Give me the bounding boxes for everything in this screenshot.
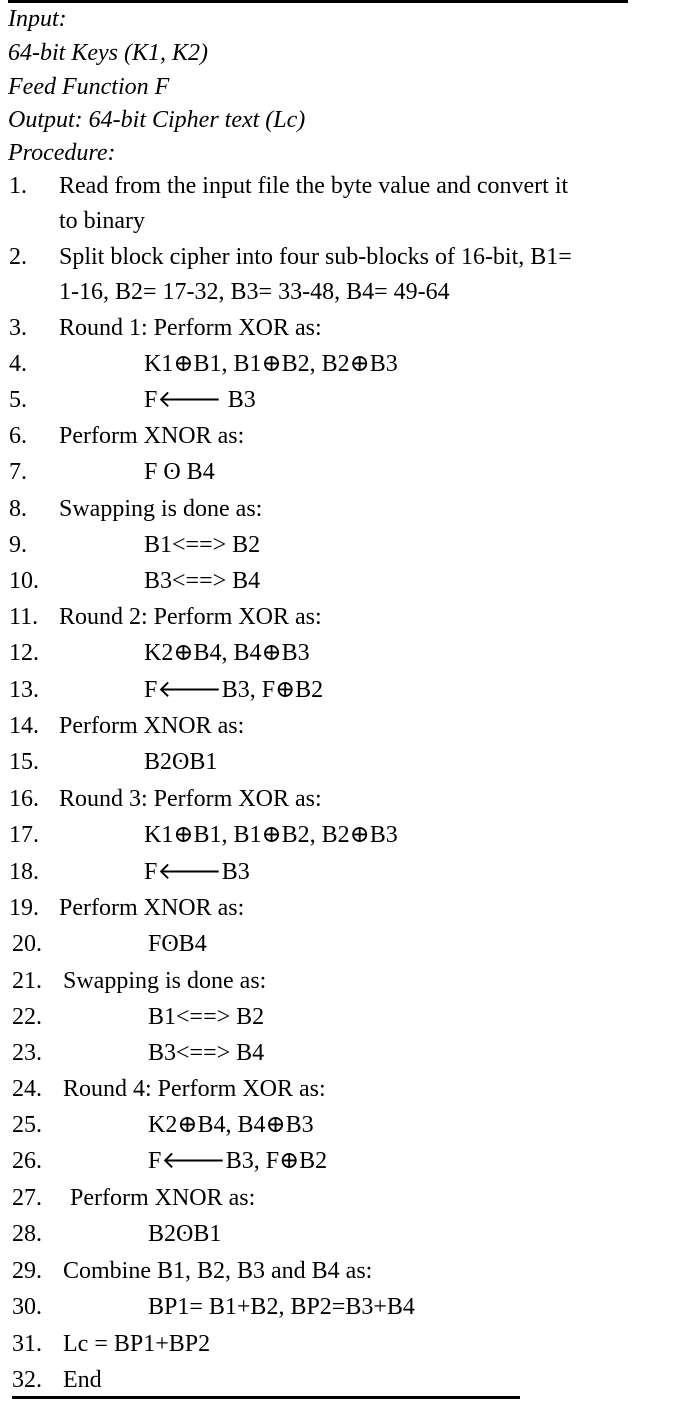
step-text: End bbox=[63, 1367, 102, 1393]
step-text: Read from the input file the byte value and convert it bbox=[59, 173, 569, 199]
step-number: 22. bbox=[12, 1004, 42, 1030]
step-number: 1. bbox=[9, 173, 27, 199]
step-number: 4. bbox=[9, 351, 27, 377]
step-number: 2. bbox=[9, 244, 27, 270]
step-text: K1⊕B1, B1⊕B2, B2⊕B3 bbox=[144, 822, 398, 848]
step-number: 24. bbox=[12, 1076, 42, 1102]
step-number: 3. bbox=[9, 315, 27, 341]
step-text: Split block cipher into four sub-blocks of 16-bit, B1= bbox=[59, 244, 572, 270]
keys-line: 64-bit Keys (K1, K2) bbox=[8, 40, 208, 66]
step-number: 7. bbox=[9, 459, 27, 485]
step-number: 8. bbox=[9, 496, 27, 522]
step-text: Round 4: Perform XOR as: bbox=[63, 1076, 326, 1102]
step-text: Perform XNOR as: bbox=[70, 1185, 256, 1211]
step-number: 30. bbox=[12, 1294, 42, 1320]
step-text: B1<==> B2 bbox=[144, 532, 261, 558]
step-text: Lc = BP1+BP2 bbox=[63, 1331, 211, 1357]
step-number: 25. bbox=[12, 1112, 42, 1138]
step-text: Round 1: Perform XOR as: bbox=[59, 315, 322, 341]
step-text: Swapping is done as: bbox=[59, 496, 263, 522]
step-number: 13. bbox=[9, 677, 39, 703]
step-number: 32. bbox=[12, 1367, 42, 1393]
step-text: Combine B1, B2, B3 and B4 as: bbox=[63, 1258, 373, 1284]
step-text: Perform XNOR as: bbox=[59, 423, 245, 449]
step-text: F ʘ B4 bbox=[144, 459, 215, 485]
step-number: 19. bbox=[9, 895, 39, 921]
step-text: FʘB4 bbox=[148, 931, 207, 957]
step-text: B1<==> B2 bbox=[148, 1004, 265, 1030]
step-text: K1⊕B1, B1⊕B2, B2⊕B3 bbox=[144, 351, 398, 377]
step-number: 23. bbox=[12, 1040, 42, 1066]
step-text: Swapping is done as: bbox=[63, 968, 267, 994]
step-text: 1-16, B2= 17-32, B3= 33-48, B4= 49-64 bbox=[59, 279, 450, 305]
step-number: 14. bbox=[9, 713, 39, 739]
step-text: B2ʘB1 bbox=[148, 1221, 222, 1247]
step-text: to binary bbox=[59, 208, 145, 234]
step-number: 27. bbox=[12, 1185, 42, 1211]
step-text: Perform XNOR as: bbox=[59, 713, 245, 739]
step-text: Round 3: Perform XOR as: bbox=[59, 786, 322, 812]
step-number: 16. bbox=[9, 786, 39, 812]
step-number: 15. bbox=[9, 749, 39, 775]
step-text: BP1= B1+B2, BP2=B3+B4 bbox=[148, 1294, 415, 1320]
top-rule bbox=[8, 0, 628, 3]
step-number: 5. bbox=[9, 387, 27, 413]
step-text: F🡐B3, F⊕B2 bbox=[148, 1148, 328, 1174]
step-number: 12. bbox=[9, 640, 39, 666]
step-text: K2⊕B4, B4⊕B3 bbox=[148, 1112, 314, 1138]
step-number: 21. bbox=[12, 968, 42, 994]
step-number: 29. bbox=[12, 1258, 42, 1284]
step-text: F🡐B3 bbox=[144, 859, 250, 885]
step-text: Perform XNOR as: bbox=[59, 895, 245, 921]
step-number: 10. bbox=[9, 568, 39, 594]
input-heading: Input: bbox=[8, 6, 67, 32]
step-number: 20. bbox=[12, 931, 42, 957]
step-number: 18. bbox=[9, 859, 39, 885]
bottom-rule bbox=[12, 1396, 520, 1399]
step-text: B2ʘB1 bbox=[144, 749, 218, 775]
step-text: F🡐B3, F⊕B2 bbox=[144, 677, 324, 703]
step-number: 11. bbox=[9, 604, 39, 630]
step-number: 28. bbox=[12, 1221, 42, 1247]
procedure-heading: Procedure: bbox=[8, 140, 116, 166]
output-line: Output: 64-bit Cipher text (Lc) bbox=[8, 107, 306, 133]
step-number: 6. bbox=[9, 423, 27, 449]
feed-function-line: Feed Function F bbox=[8, 74, 170, 100]
step-text: F🡐 B3 bbox=[144, 387, 256, 413]
step-text: K2⊕B4, B4⊕B3 bbox=[144, 640, 310, 666]
step-number: 26. bbox=[12, 1148, 42, 1174]
step-number: 9. bbox=[9, 532, 27, 558]
step-text: B3<==> B4 bbox=[148, 1040, 265, 1066]
step-text: B3<==> B4 bbox=[144, 568, 261, 594]
step-number: 31. bbox=[12, 1331, 42, 1357]
step-text: Round 2: Perform XOR as: bbox=[59, 604, 322, 630]
step-number: 17. bbox=[9, 822, 39, 848]
